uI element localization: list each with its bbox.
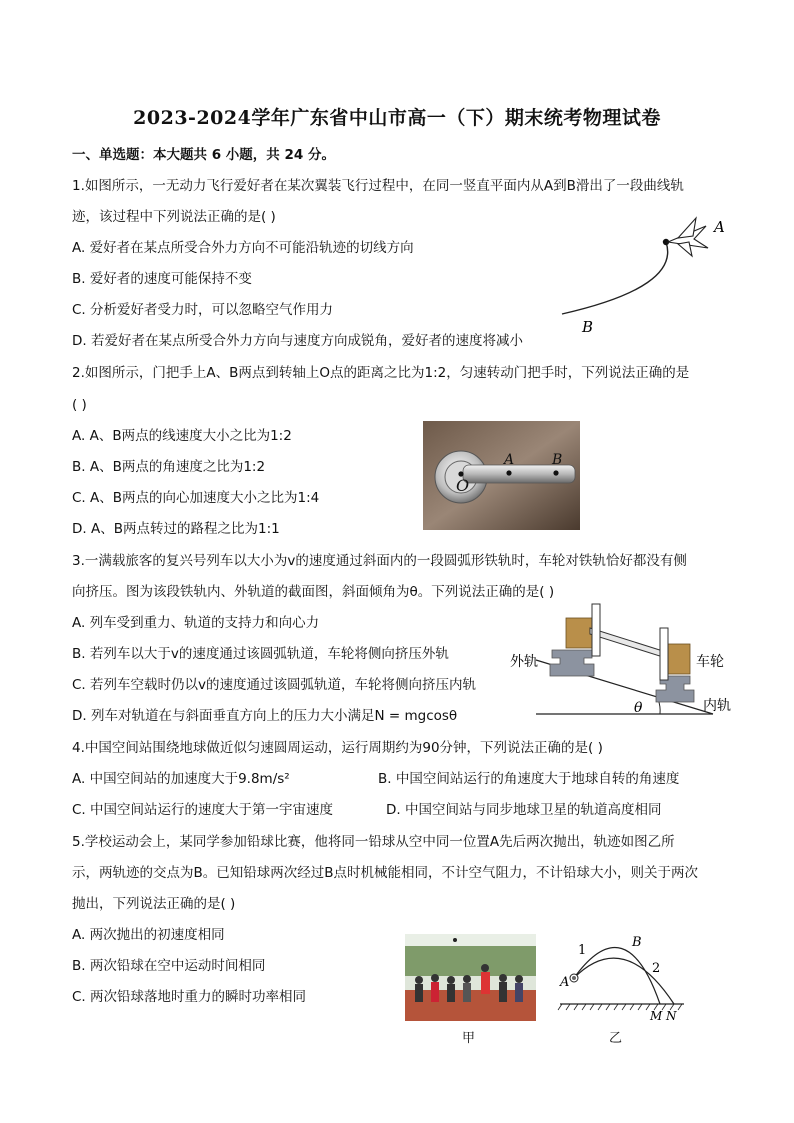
q5-stem-line3: 抛出，下列说法正确的是( ) [72, 896, 236, 912]
section-heading: 一、单选题：本大题共 6 小题，共 24 分。 [72, 147, 335, 163]
q4-option-b: B. 中国空间站运行的角速度大于地球自转的角速度 [378, 771, 680, 787]
q5-stem-line2: 示，两轨迹的交点为B。已知铅球两次经过B点时机械能相同，不计空气阻力，不计铅球大小，则关于两次 [72, 865, 699, 881]
q1-label-a: A [714, 218, 725, 236]
q2-label-o: O [456, 476, 470, 495]
outer-rail [550, 650, 594, 676]
q5-label-m: M [650, 1009, 663, 1023]
q2-label-b: B [552, 452, 563, 468]
q5-label-a: A [560, 975, 570, 990]
q1-option-b: B. 爱好者的速度可能保持不变 [72, 271, 252, 287]
q2-option-c: C. A、B两点的向心加速度大小之比为1:4 [72, 490, 320, 506]
q1-stem-line2: 迹，该过程中下列说法正确的是( ) [72, 209, 276, 225]
q3-option-d: D. 列车对轨道在与斜面垂直方向上的压力大小满足N = mgcosθ [72, 708, 458, 724]
q5-shotput-photo [405, 934, 536, 1021]
wingsuit-flyer-icon [668, 218, 708, 256]
q3-stem-line1: 3.一满载旅客的复兴号列车以大小为v的速度通过斜面内的一段圆弧形铁轨时，车轮对铁轨恰好都没有侧 [72, 553, 687, 569]
q3-option-c: C. 若列车空载时仍以v的速度通过该圆弧轨道，车轮将侧向挤压内轨 [72, 677, 476, 693]
q4-stem: 4.中国空间站围绕地球做近似匀速圆周运动，运行周期约为90分钟，下列说法正确的是( ) [72, 740, 603, 756]
q3-label-wheel: 车轮 [696, 654, 724, 670]
q5-label-1: 1 [578, 943, 587, 958]
q3-option-b: B. 若列车以大于v的速度通过该圆弧轨道，车轮将侧向挤压外轨 [72, 646, 449, 662]
q5-option-c: C. 两次铅球落地时重力的瞬时功率相同 [72, 989, 307, 1005]
q4-option-c: C. 中国空间站运行的速度大于第一宇宙速度 [72, 802, 334, 818]
q2-option-b: B. A、B两点的角速度之比为1:2 [72, 459, 266, 475]
q1-option-a: A. 爱好者在某点所受合外力方向不可能沿轨迹的切线方向 [72, 240, 414, 256]
q2-door-handle-photo [423, 421, 580, 530]
q2-stem-line1: 2.如图所示，门把手上A、B两点到转轴上O点的距离之比为1:2，匀速转动门把手时，下列说法正确的是 [72, 365, 690, 381]
q1-label-b: B [582, 318, 594, 336]
q3-stem-line2: 向挤压。图为该段铁轨内、外轨道的截面图，斜面倾角为θ。下列说法正确的是( ) [72, 584, 555, 600]
q3-label-outer-rail: 外轨 [510, 654, 538, 670]
q5-option-a: A. 两次抛出的初速度相同 [72, 927, 225, 943]
q5-caption-jia: 甲 [462, 1031, 476, 1046]
q5-label-2: 2 [652, 961, 661, 976]
q1-wingsuit-figure [556, 212, 736, 340]
q2-stem-line2: ( ) [72, 397, 87, 413]
q4-option-d: D. 中国空间站与同步地球卫星的轨道高度相同 [386, 802, 662, 818]
q2-label-a: A [504, 452, 515, 468]
q5-stem-line1: 5.学校运动会上，某同学参加铅球比赛，他将同一铅球从空中同一位置A先后两次抛出，轨迹如图乙所 [72, 834, 675, 850]
q3-label-theta: θ [634, 700, 643, 716]
q4-option-a: A. 中国空间站的加速度大于9.8m/s² [72, 771, 290, 787]
q2-option-a: A. A、B两点的线速度大小之比为1:2 [72, 428, 292, 444]
q1-option-c: C. 分析爱好者受力时，可以忽略空气作用力 [72, 302, 334, 318]
page-title: 2023-2024学年广东省中山市高一（下）期末统考物理试卷 [133, 107, 661, 129]
q3-track-cross-section [508, 600, 740, 720]
q2-option-d: D. A、B两点转过的路程之比为1:1 [72, 521, 280, 537]
q1-stem-line1: 1.如图所示，一无动力飞行爱好者在某次翼装飞行过程中，在同一竖直平面内从A到B滑出了一段曲线轨 [72, 178, 684, 194]
q1-option-d: D. 若爱好者在某点所受合外力方向与速度方向成锐角，爱好者的速度将减小 [72, 333, 523, 349]
q3-option-a: A. 列车受到重力、轨道的支持力和向心力 [72, 615, 320, 631]
q5-caption-yi: 乙 [609, 1031, 623, 1046]
q5-label-n: N [666, 1009, 677, 1023]
q5-option-b: B. 两次铅球在空中运动时间相同 [72, 958, 266, 974]
q5-label-b: B [632, 935, 642, 950]
q5-trajectory-diagram [556, 926, 688, 1026]
q3-label-inner-rail: 内轨 [703, 698, 731, 714]
